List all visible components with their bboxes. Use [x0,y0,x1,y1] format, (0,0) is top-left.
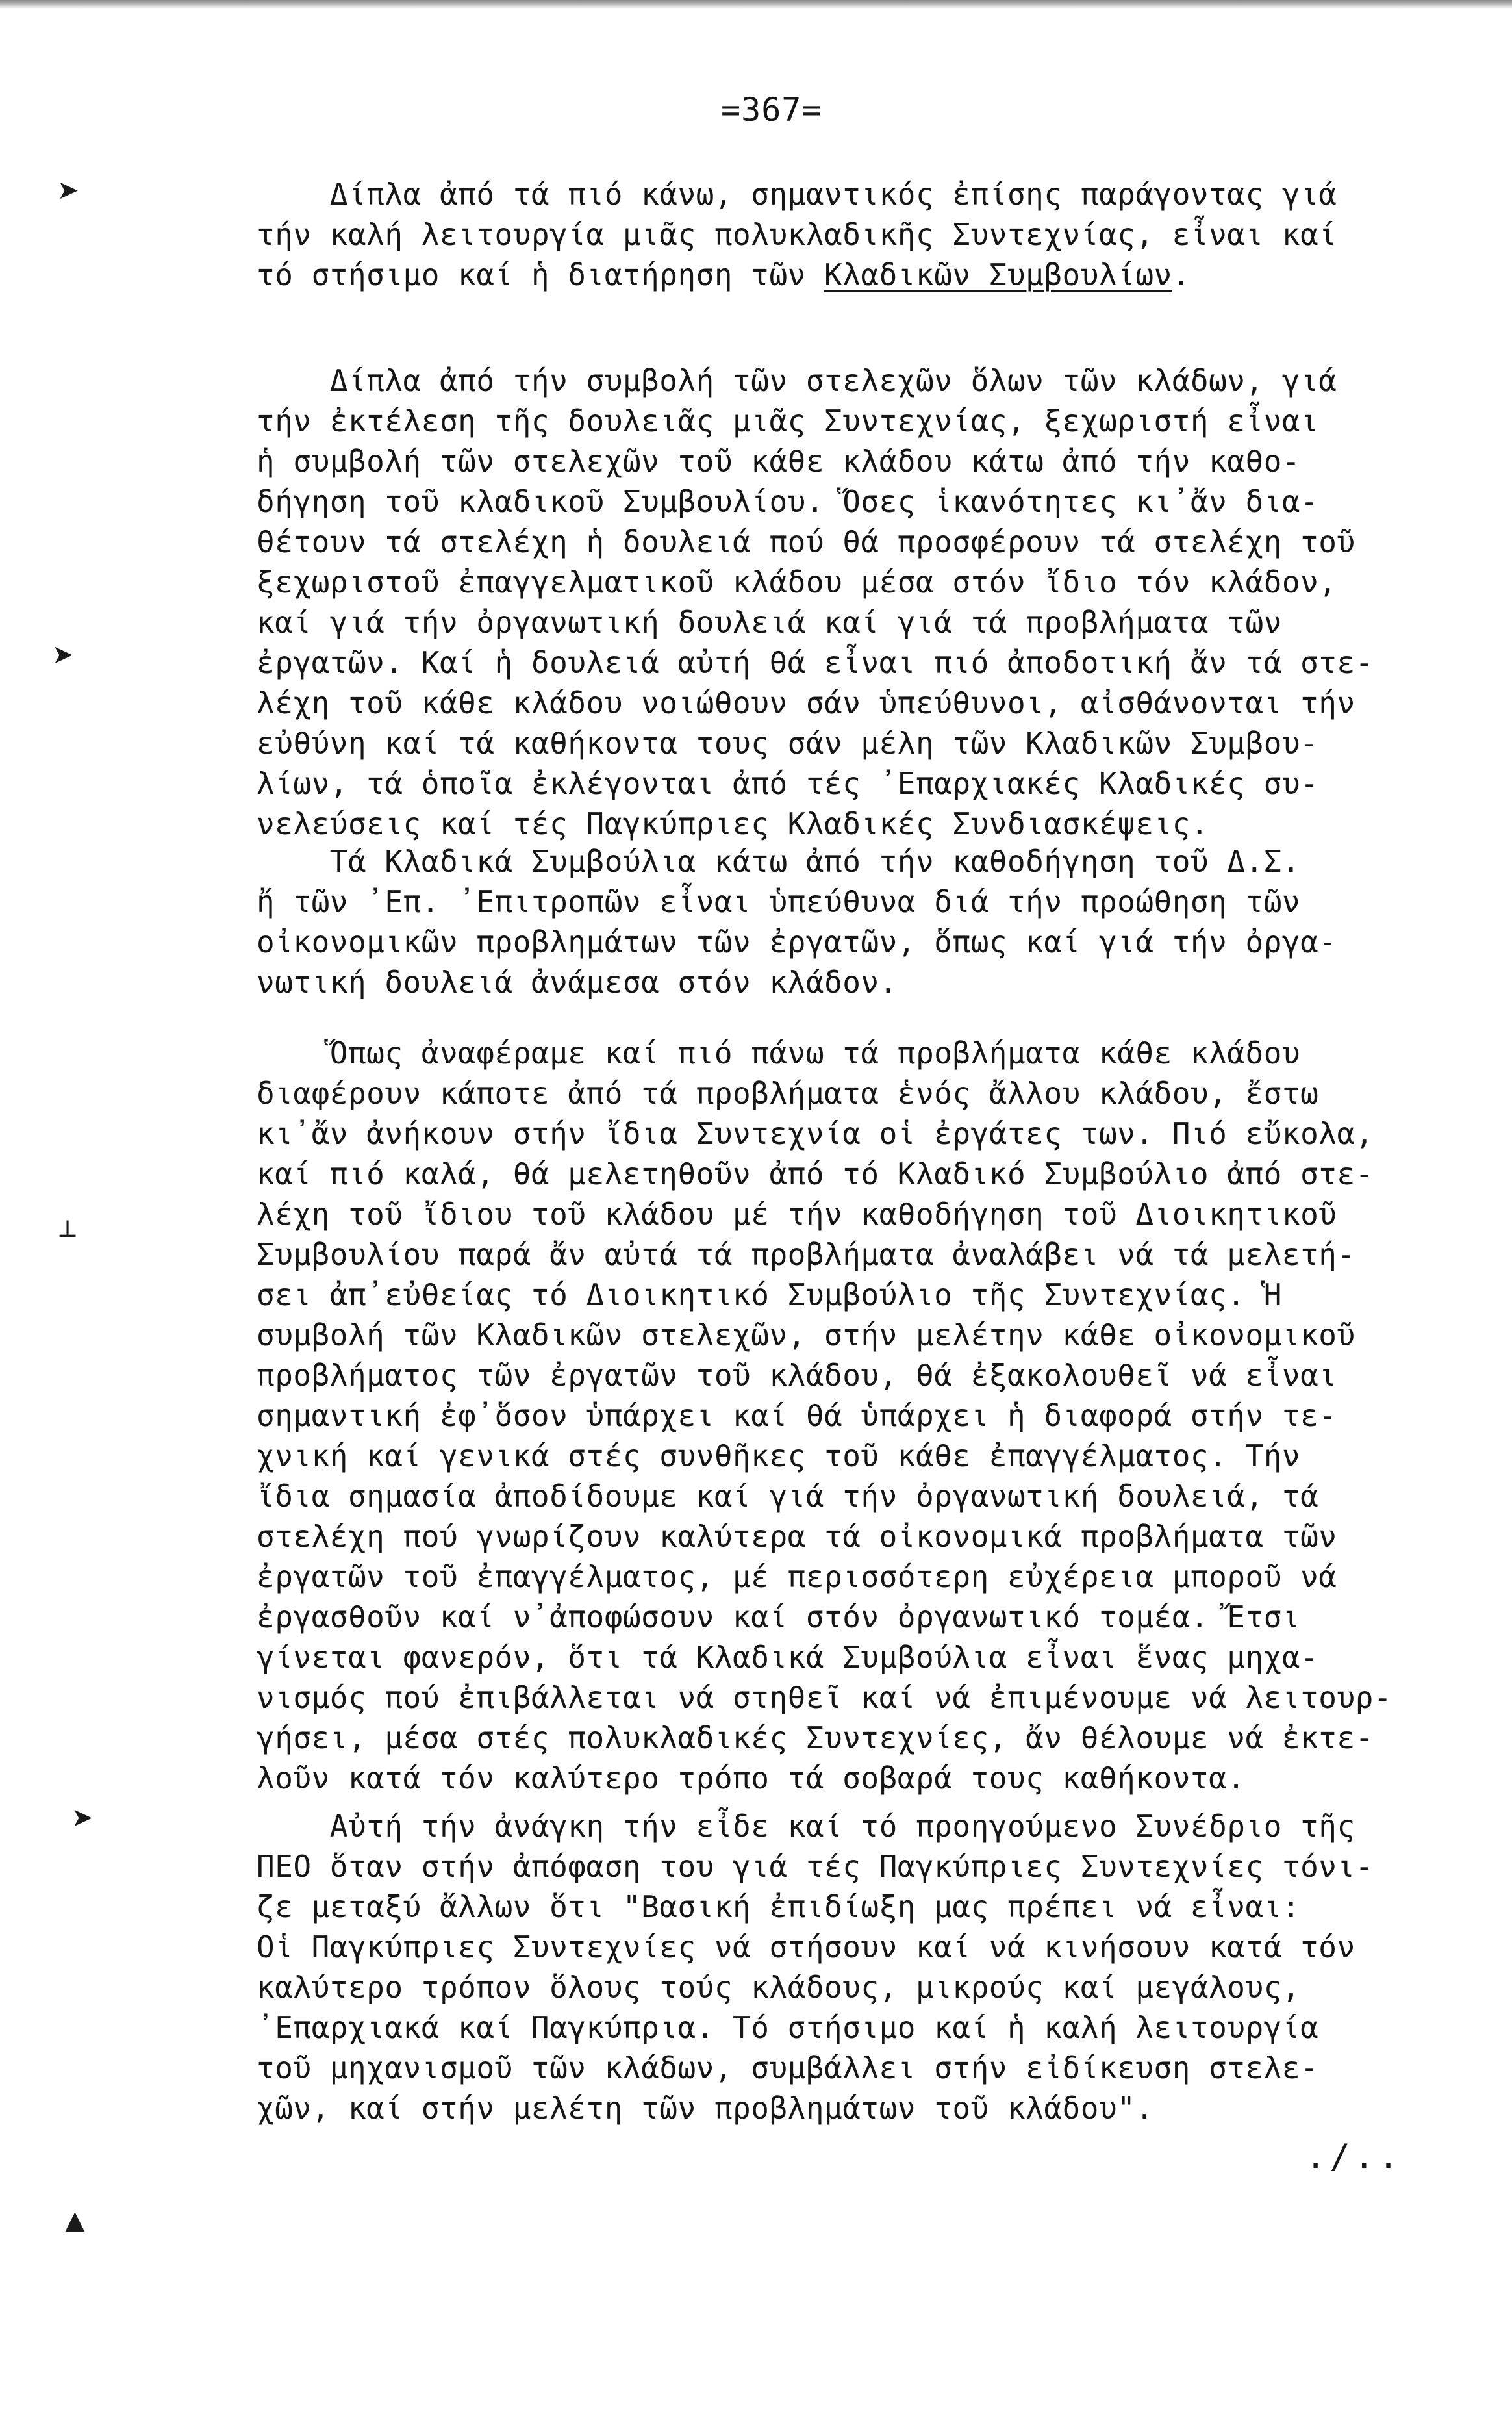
text-line: λέχη τοῦ ἴδιου τοῦ κλάδου μέ τήν καθοδήγηση τοῦ Διοικητικοῦ [257,1197,1337,1232]
paragraph-2 [257,361,1458,844]
text-line: ξεχωριστοῦ ἐπαγγελματικοῦ κλάδου μέσα στόν ἴδιο τόν κλάδον, [257,565,1337,600]
text-line: τήν ἐκτέλεση τῆς δουλειᾶς μιᾶς Συντεχνίας, ξεχωριστή εἶναι [257,403,1319,439]
text-line: καλύτερο τρόπον ὅλους τούς κλάδους, μικρούς καί μεγάλους, [257,1970,1301,2005]
text-line: νωτική δουλειά ἀνάμεσα στόν κλάδον. [257,965,898,1000]
text-line: τήν καλή λειτουργία μιᾶς πολυκλαδικῆς Συντεχνίας, εἶναι καί [257,217,1337,252]
text-line: Τά Κλαδικά Συμβούλια κάτω ἀπό τήν καθοδήγηση τοῦ Δ.Σ. [257,844,1301,879]
margin-arrow-icon: ➤ [57,175,79,205]
text-line: ἤ τῶν ᾽Επ. ᾽Επιτροπῶν εἶναι ὑπεύθυνα διά τήν προώθηση τῶν [257,884,1301,919]
text-line: χῶν, καί στήν μελέτη τῶν προβλημάτων τοῦ κλάδου". [257,2091,1154,2126]
text-line: ἴδια σημασία ἀποδίδουμε καί γιά τήν ὀργανωτική δουλειά, τά [257,1479,1319,1514]
page-number: =367= [721,91,822,129]
text-line: Αὐτή τήν ἀνάγκη τήν εἶδε καί τό προηγούμενο Συνέδριο τῆς [257,1809,1355,1844]
text-line: ζε μεταξύ ἄλλων ὅτι "Βασική ἐπιδίωξη μας πρέπει νά εἶναι: [257,1889,1301,1924]
text-line: οἰκονομικῶν προβλημάτων τῶν ἐργατῶν, ὅπως καί γιά τήν ὀργα- [257,924,1337,960]
text-line: γίνεται φανερόν, ὅτι τά Κλαδικά Συμβούλια εἶναι ἕνας μηχα- [257,1640,1319,1675]
text-line: ᾽Επαρχιακά καί Παγκύπρια. Τό στήσιμο καί ἡ καλή λειτουργία [257,2010,1319,2045]
text-line [257,255,1458,295]
text-line: προβλήματος τῶν ἐργατῶν τοῦ κλάδου, θά ἐξακολουθεῖ νά εἶναι [257,1358,1337,1393]
text-line: εὐθύνη καί τά καθήκοντα τους σάν μέλη τῶν Κλαδικῶν Συμβου- [257,726,1319,761]
text-line: ἐργασθοῦν καί ν᾽ἀποφώσουν καί στόν ὀργανωτικό τομέα. Ἔτσι [257,1599,1301,1635]
text-line: λίων, τά ὁποῖα ἐκλέγονται ἀπό τές ᾽Επαρχιακές Κλαδικές συ- [257,766,1319,801]
text-line-start: τό στήσιμο καί ἡ διατήρηση τῶν [257,257,825,292]
text-line: Δίπλα ἀπό τήν συμβολή τῶν στελεχῶν ὅλων τῶν κλάδων, γιά [257,363,1337,398]
text-line: ἐργατῶν. Καί ἡ δουλειά αὐτή θά εἶναι πιό ἀποδοτική ἄν τά στε- [257,645,1374,680]
text-line: Συμβουλίου παρά ἄν αὐτά τά προβλήματα ἀναλάβει νά τά μελετή- [257,1237,1355,1272]
text-line-end: . [1172,257,1191,292]
paragraph-4 [257,1033,1458,1798]
text-line: διαφέρουν κάποτε ἀπό τά προβλήματα ἑνός ἄλλου κλάδου, ἔστω [257,1076,1319,1111]
text-line: συμβολή τῶν Κλαδικῶν στελεχῶν, στήν μελέτην κάθε οἰκονομικοῦ [257,1317,1355,1353]
text-line: νελεύσεις καί τές Παγκύπριες Κλαδικές Συνδιασκέψεις. [257,806,1209,841]
text-line: Ὅπως ἀναφέραμε καί πιό πάνω τά προβλήματα κάθε κλάδου [257,1036,1301,1071]
text-line: ἡ συμβολή τῶν στελεχῶν τοῦ κάθε κλάδου κάτω ἀπό τήν καθο- [257,444,1301,479]
text-line: Οἱ Παγκύπριες Συντεχνίες νά στήσουν καί νά κινήσουν κατά τόν [257,1929,1355,1965]
text-line: λέχη τοῦ κάθε κλάδου νοιώθουν σάν ὑπεύθυνοι, αἰσθάνονται τήν [257,685,1355,720]
text-line: σει ἀπ᾽εὐθείας τό Διοικητικό Συμβούλιο τῆς Συντεχνίας. Ἡ [257,1277,1282,1312]
paragraph-5 [257,1806,1458,2128]
text-line: καί γιά τήν ὀργανωτική δουλειά καί γιά τά προβλήματα τῶν [257,605,1282,640]
paragraph-1 [257,174,1458,295]
text-line: δήγηση τοῦ κλαδικοῦ Συμβουλίου. Ὅσες ἱκανότητες κι᾽ἄν δια- [257,484,1319,519]
text-line: σημαντική ἐφ᾽ὅσον ὑπάρχει καί θά ὑπάρχει ἡ διαφορά στήν τε- [257,1398,1337,1433]
text-line: θέτουν τά στελέχη ἡ δουλειά πού θά προσφέρουν τά στελέχη τοῦ [257,524,1355,559]
margin-tick-icon: ┴ [60,1221,76,1251]
text-line: νισμός πού ἐπιβάλλεται νά στηθεῖ καί νά ἐπιμένουμε νά λειτουρ- [257,1680,1392,1715]
text-line: ΠΕΟ ὅταν στήν ἀπόφαση του γιά τές Παγκύπριες Συντεχνίες τόνι- [257,1849,1374,1884]
text-line: τοῦ μηχανισμοῦ τῶν κλάδων, συμβάλλει στήν εἰδίκευση στελε- [257,2050,1319,2085]
text-line: καί πιό καλά, θά μελετηθοῦν ἀπό τό Κλαδικό Συμβούλιο ἀπό στε- [257,1156,1374,1191]
text-line: Δίπλα ἀπό τά πιό κάνω, σημαντικός ἐπίσης παράγοντας γιά [257,177,1337,212]
paragraph-3 [257,841,1458,1002]
underlined-heading: Κλαδικῶν Συμβουλίων [824,257,1172,292]
text-line: γήσει, μέσα στές πολυκλαδικές Συντεχνίες, ἄν θέλουμε νά ἐκτε- [257,1720,1374,1755]
scan-top-edge [0,0,1512,9]
margin-arrow-icon: ➤ [71,1803,94,1833]
text-line: στελέχη πού γνωρίζουν καλύτερα τά οἰκονομικά προβλήματα τῶν [257,1519,1337,1554]
margin-triangle-icon: ▲ [65,2206,85,2235]
text-line: κι᾽ἄν ἀνήκουν στήν ἴδια Συντεχνία οἱ ἐργάτες των. Πιό εὔκολα, [257,1116,1374,1151]
continuation-mark: ./.. [1305,2137,1403,2176]
margin-arrow-icon: ➤ [52,640,74,670]
text-line: λοῦν κατά τόν καλύτερο τρόπο τά σοβαρά τους καθήκοντα. [257,1761,1246,1796]
text-line: χνική καί γενικά στές συνθῆκες τοῦ κάθε ἐπαγγέλματος. Τήν [257,1438,1301,1473]
text-line: ἐργατῶν τοῦ ἐπαγγέλματος, μέ περισσότερη εὐχέρεια μποροῦ νά [257,1559,1337,1594]
